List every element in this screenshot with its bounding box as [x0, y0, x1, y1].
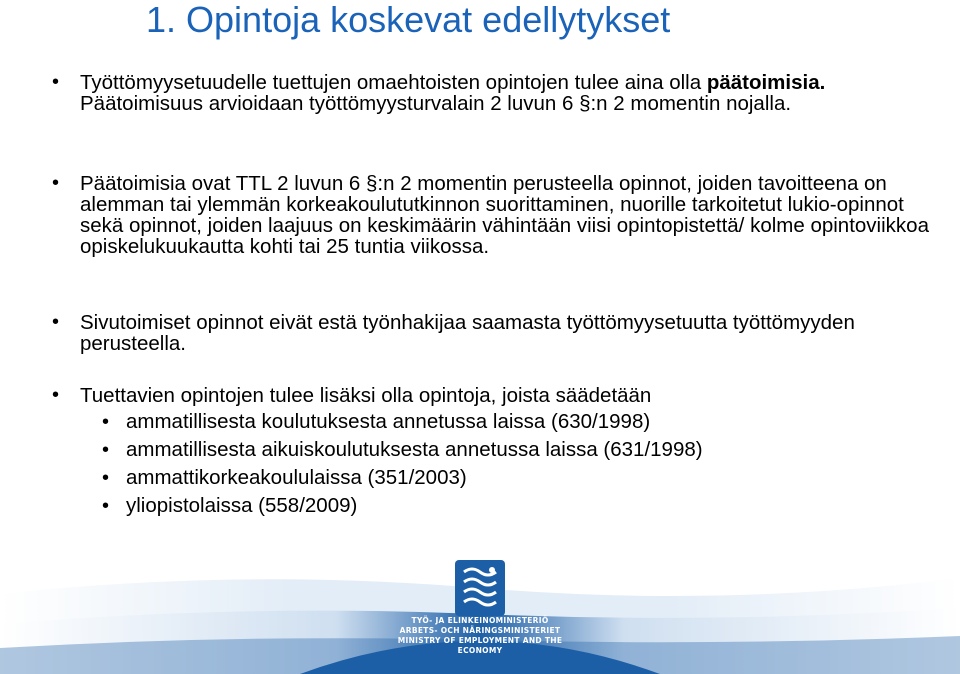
bullet-dot: •: [52, 172, 60, 194]
bullet-1-rest: Päätoimisuus arvioidaan työttömyysturvalain 2 luvun 6 §:n 2 momentin nojalla.: [80, 92, 792, 115]
sub-item-text: ammattikorkeakoululaissa (351/2003): [126, 466, 467, 489]
ministry-name-sv: ARBETS- OCH NÄRINGSMINISTERIET: [399, 626, 561, 635]
sub-item-text: yliopistolaissa (558/2009): [126, 494, 358, 517]
sub-bullet-dot: •: [102, 495, 110, 517]
sub-list-item: [52, 464, 932, 492]
bullet-2-text: Päätoimisia ovat TTL 2 luvun 6 §:n 2 momentin perusteella opinnot, joiden tavoitteena on alemman tai ylemmän korkeakoulututkinnon suorittaminen, nuorille tarkoitetut lukio-opinnot sekä opinnot, joiden laajuus on keskimäärin vähintään viisi opintopistettä/ kolme opintoviikkoa opiskelukuukautta kohti tai 25 tuntia viikossa.: [80, 172, 929, 258]
bullet-1-bold: päätoimisia.: [706, 71, 826, 94]
bullet-4-text: Tuettavien opintojen tulee lisäksi olla opintoja, joista säädetään: [80, 384, 652, 407]
sub-list-item: [52, 408, 932, 436]
sub-item-text: ammatillisesta aikuiskoulutuksesta annetussa laissa (631/1998): [126, 438, 703, 461]
ministry-name-en: MINISTRY OF EMPLOYMENT AND THE ECONOMY: [397, 636, 563, 655]
sub-list-item: [52, 492, 932, 520]
ministry-logo: [452, 558, 508, 618]
bullet-3-text: Sivutoimiset opinnot eivät estä työnhakijaa saamasta työttömyysetuutta työttömyyden perusteella.: [80, 311, 855, 355]
sub-bullet-dot: •: [102, 411, 110, 433]
bullet-item-2: [52, 173, 932, 257]
bullet-item-4: [52, 385, 932, 520]
bullet-dot: •: [52, 311, 60, 333]
ministry-name-block: [380, 616, 580, 656]
slide-title: 1. Opintoja koskevat edellytykset: [146, 0, 671, 40]
bullet-dot: •: [52, 384, 60, 406]
bullet-item-1: [52, 72, 932, 114]
lion-crest-icon: [452, 558, 508, 618]
sub-item-text: ammatillisesta koulutuksesta annetussa laissa (630/1998): [126, 410, 651, 433]
sub-bullet-dot: •: [102, 439, 110, 461]
sub-bullet-dot: •: [102, 467, 110, 489]
bullet-dot: •: [52, 71, 60, 93]
sub-list: [52, 408, 932, 520]
sub-list-item: [52, 436, 932, 464]
footer-band: [0, 548, 960, 674]
bullet-item-3: [52, 312, 932, 354]
ministry-name-fi: TYÖ- JA ELINKEINOMINISTERIÖ: [411, 616, 549, 625]
bullet-1-lead: Työttömyysetuudelle tuettujen omaehtoisten opintojen tulee aina olla: [80, 71, 702, 94]
